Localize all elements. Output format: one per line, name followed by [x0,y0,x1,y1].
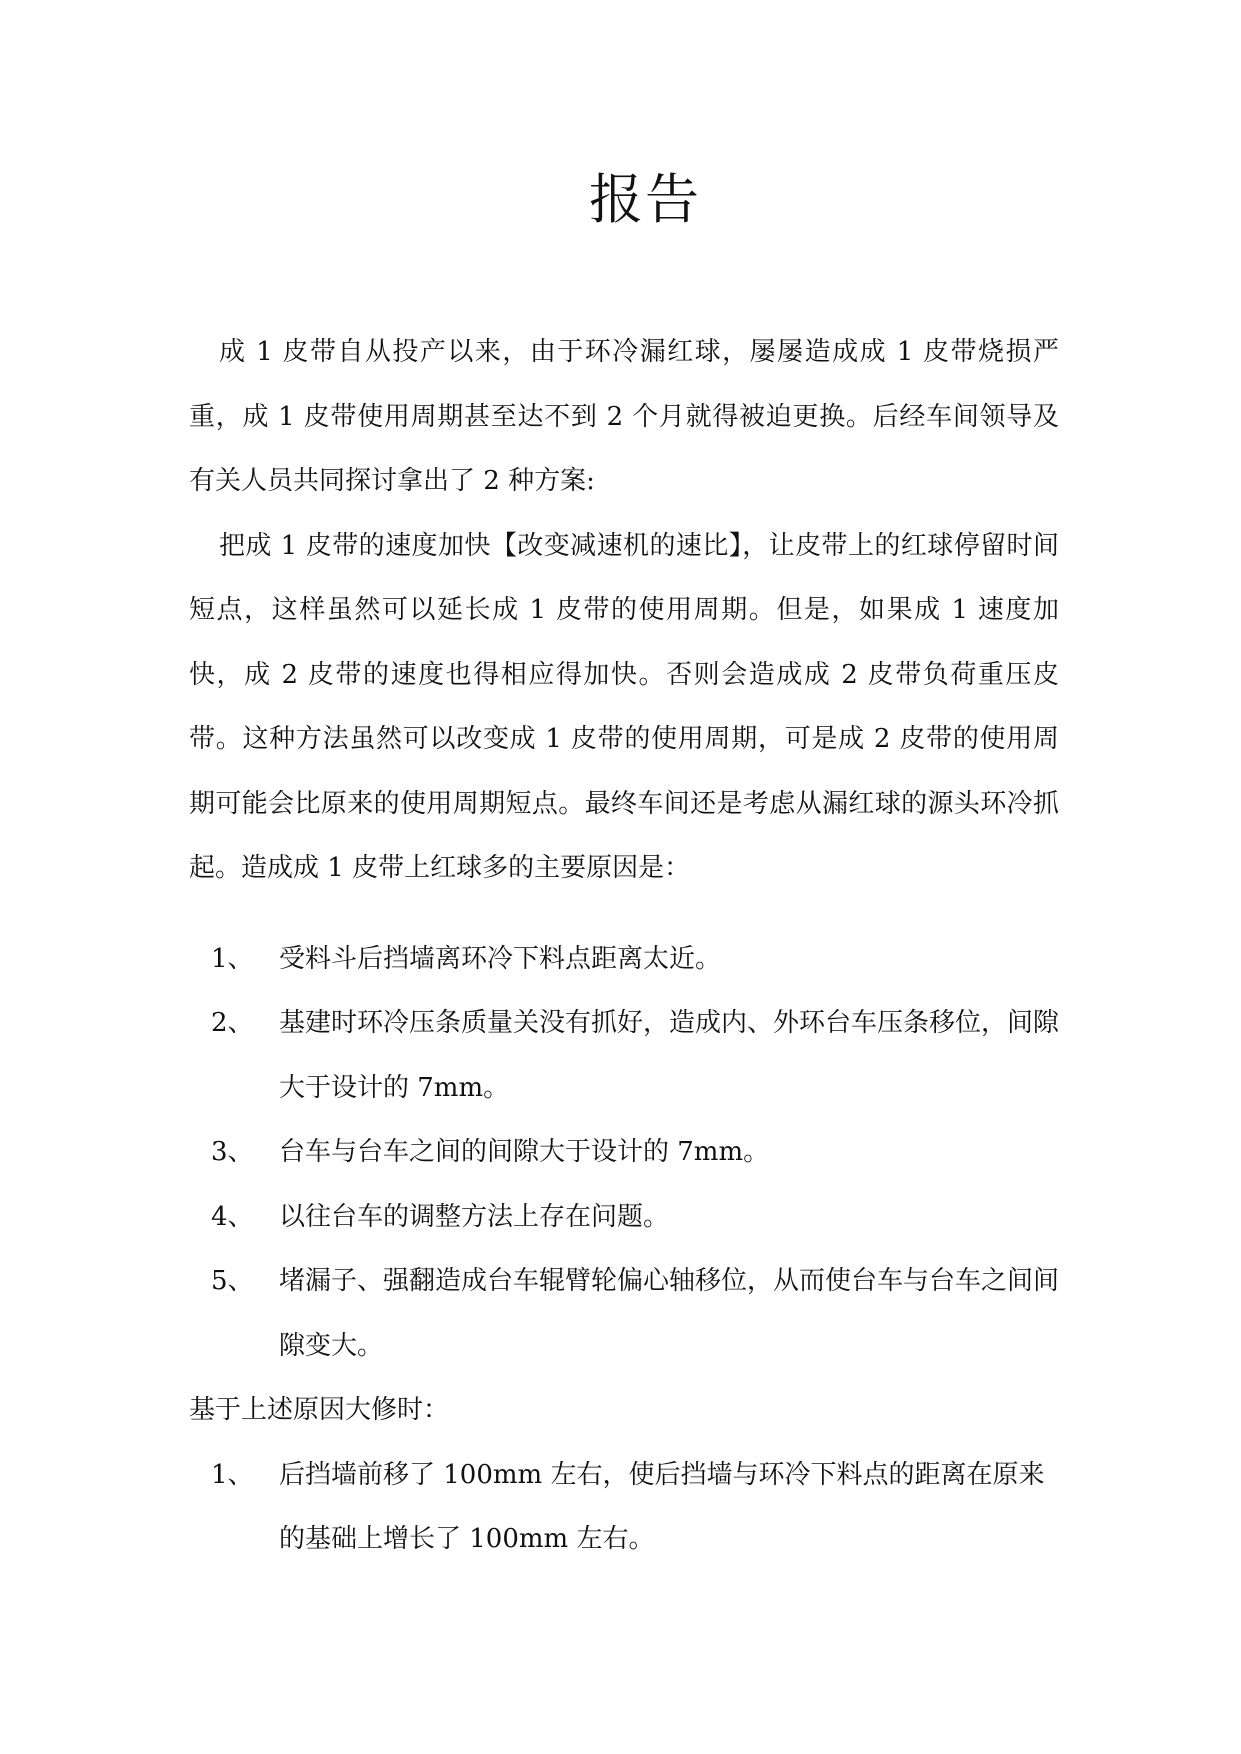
list-number: 5、 [211,1266,254,1296]
list-text: 基建时环冷压条质量关没有抓好，造成内、外环台车压条移位，间隙大于设计的 7mm。 [279,1008,1060,1103]
list-item [189,1443,1059,1572]
list-number: 4、 [211,1201,254,1232]
document-body [189,320,1059,1572]
list-item [189,1120,1059,1185]
list-item [189,927,1059,992]
list-text: 堵漏子、强翻造成台车辊臂轮偏心轴移位，从而使台车与台车之间间隙变大。 [279,1266,1060,1361]
measures-intro: 基于上述原因大修时： [189,1395,450,1425]
list-text: 后挡墙前移了 100mm 左右，使后挡墙与环冷下料点的距离在原来的基础上增长了 100mm 左右。 [279,1459,1045,1554]
list-number: 1、 [211,1459,254,1490]
document-title: 报告 [589,168,701,231]
measures-list [189,1443,1059,1572]
list-text: 受料斗后挡墙离环冷下料点距离太近。 [279,943,722,974]
list-number: 1、 [211,943,254,974]
list-number: 2、 [211,1008,254,1038]
list-item [189,1185,1059,1250]
list-item [189,991,1059,1120]
list-text: 台车与台车之间的间隙大于设计的 7mm。 [279,1137,770,1167]
paragraph-plan: 把成 1 皮带的速度加快【改变减速机的速比】，让皮带上的红球停留时间短点，这样虽然可以延长成 1 皮带的使用周期。但是，如果成 1 速度加快，成 2 皮带的速度也得相应得加快。否则会造成成 2 皮带负荷重压皮带。这种方法虽然可以改变成 1 皮带的使用周期，可是成 2 皮带的使用周期可能会比原来的使用周期短点。最终车间还是考虑从漏红球的源头环冷抓起。造成成 1 皮带上红球多的主要原因是： [189,530,1059,883]
paragraph-intro: 成 1 皮带自从投产以来，由于环冷漏红球，屡屡造成成 1 皮带烧损严重，成 1 皮带使用周期甚至达不到 2 个月就得被迫更换。后经车间领导及有关人员共同探讨拿出了 2 种方案: [189,337,1059,496]
causes-list [189,927,1059,1379]
list-item [189,1249,1059,1378]
list-text: 以往台车的调整方法上存在问题。 [279,1201,670,1232]
list-number: 3、 [211,1137,254,1167]
